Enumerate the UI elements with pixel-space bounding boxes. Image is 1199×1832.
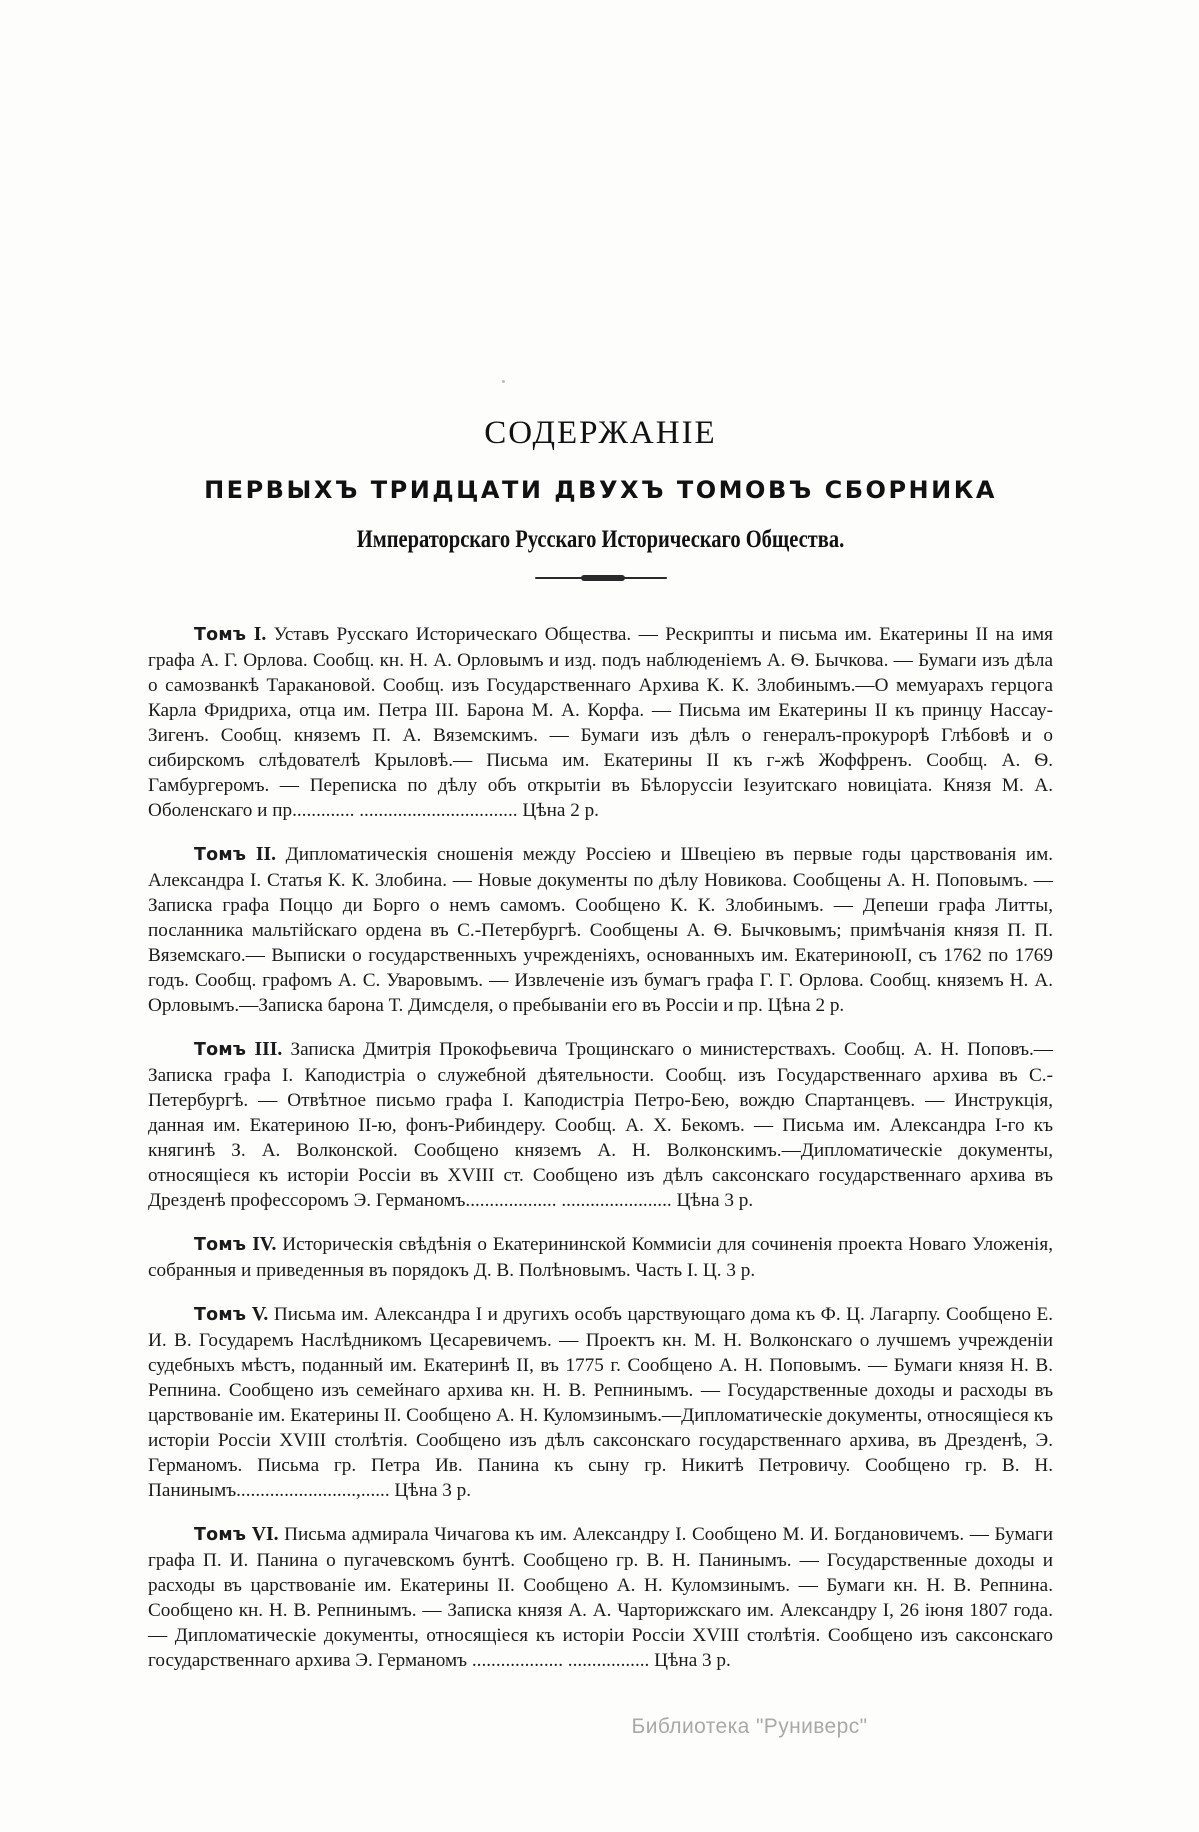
volume-label: Томъ [194,625,247,645]
volume-number: V. [251,1303,269,1325]
volume-label: Томъ [194,1040,247,1061]
table-of-contents [148,622,1053,1673]
toc-entry [148,1302,1053,1503]
volume-number: I. [253,624,267,645]
page-subtitle: ПЕРВЫХЪ ТРИДЦАТИ ДВУХЪ ТОМОВЪ СБОРНИКА [204,476,997,504]
toc-entry [148,842,1053,1018]
toc-entry-text: Письма им. Александра I и другихъ особъ царствующаго дома къ Ф. Ц. Лагарпу. Сообщено Е. И. В. Государемъ Наслѣдникомъ Цесаревичемъ. — Проектъ кн. М. Н. Волконскаго о лучшемъ учрежденіи судебныхъ мѣстъ, поданный им. Екатеринѣ II, въ 1775 г. Сообщено А. Н. Поповымъ. — Бумаги князя Н. В. Репнина. Сообщено изъ семейнаго архива кн. Н. В. Репнинымъ. — Государственные доходы и расходы въ царствованіе им. Екатерины II. Сообщено А. Н. Куломзинымъ.—Дипломатическіе документы, относящіеся къ исторіи Россіи XVIII столѣтія. Сообщено изъ дѣлъ саксонскаго государственнаго архива, въ Дрезденѣ, Э. Германомъ. Письма гр. Петра Ив. Панина къ сыну гр. Никитѣ Петровичу. Сообщено гр. В. Н. Панинымъ.........................,...... Цѣна 3 р. [148,1303,1053,1501]
toc-entry-text: Историческія свѣдѣнія о Екатерининской Коммисіи для сочиненія проекта Новаго Уложенія, собранныя и приведенныя въ порядокъ Д. В. Полѣновымъ. Часть I. Ц. 3 р. [148,1234,1054,1281]
volume-number: II. [255,844,277,866]
library-watermark [0,1715,1199,1739]
toc-entry-text: Записка Дмитрія Прокофьевича Трощинскаго о министерствахъ. Сообщ. А. Н. Поповъ.—Записка графа І. Каподистріа о служебной дѣятельности. Сообщ. изъ Государственнаго архива въ С.-Петербургѣ. — Отвѣтное письмо графа І. Каподистріа Петро-Бею, вождю Спартанцевъ. — Инструкція, данная им. Екатериною II-ю, фонъ-Рибиндеру. Сообщ. А. Х. Бекомъ. — Письма им. Александра I-го къ княгинѣ З. А. Волконской. Сообщено княземъ А. Н. Волконскимъ.—Дипломатическіе документы, относящіеся къ исторіи Россіи въ XVIII ст. Сообщено изъ дѣлъ саксонскаго государственнаго архива въ Дрезденѣ профессоромъ Э. Германомъ................... ....................... Цѣна 3 р. [148,1039,1053,1211]
toc-entry [148,1522,1053,1673]
volume-number: IV. [252,1234,277,1256]
volume-label: Томъ [194,1304,247,1325]
library-watermark-text: Библиотека "Руниверс" [631,1715,868,1738]
toc-entry [148,1037,1053,1213]
toc-entry-text: Уставъ Русскаго Историческаго Общества. — Рескрипты и письма им. Екатерины II на имя графа А. Г. Орлова. Сообщ. кн. Н. А. Орловымъ и изд. подъ наблюденіемъ А. Ѳ. Бычкова. — Бумаги изъ дѣла о самозванкѣ Таракановой. Сообщ. изъ Государственнаго Архива К. К. Злобинымъ.—О мемуарахъ герцога Карла Фридриха, отца им. Петра III. Барона М. А. Корфа. — Письма им Екатерины II къ принцу Нассау-Зигенъ. Сообщ. княземъ П. А. Вяземскимъ. — Бумаги изъ дѣлъ о генералъ-прокурорѣ Глѣбовѣ и о сибирскомъ слѣдователѣ Крыловѣ.— Письма им. Екатерины II къ г-жѣ Жоффренъ. Сообщ. А. Ѳ. Гамбургеромъ. — Переписка по дѣлу объ открытіи въ Бѣлоруссіи Іезуитскаго новиціата. Князя М. А. Оболенскаго и пр............. ................................. Цѣна 2 р. [148,624,1053,821]
society-name: Императорскаго Русскаго Историческаго Общества. [356,526,845,553]
volume-label: Томъ [194,1525,247,1546]
volume-number: VI. [251,1524,279,1546]
page-content [148,415,1053,1674]
page-title: СОДЕРЖАНІЕ [484,415,717,451]
toc-entry [148,622,1053,823]
toc-entry-text: Дипломатическія сношенія между Россіею и Швеціею въ первые годы царствованія им. Александра I. Статья К. К. Злобина. — Новые документы по дѣлу Новикова. Сообщены А. Н. Поповымъ. — Записка графа Поццо ди Борго о немъ самомъ. Сообщено К. К. Злобинымъ. — Депеши графа Литты, посланника мальтійскаго ордена въ С.-Петербургѣ. Сообщены А. Ѳ. Бычковымъ; примѣчанія князя П. П. Вяземскаго.— Выписки о государственныхъ учрежденіяхъ, основанныхъ им. ЕкатериноюII, съ 1762 по 1769 годъ. Сообщ. графомъ А. С. Уваровымъ. — Извлеченіе изъ бумагъ графа Г. Г. Орлова. Сообщ. княземъ Н. А. Орловымъ.—Записка барона Т. Димсделя, о пребываніи его въ Россіи и пр. Цѣна 2 р. [148,844,1054,1016]
volume-label: Томъ [194,845,247,866]
volume-number: III. [254,1039,283,1061]
volume-label: Томъ [194,1235,247,1256]
toc-entry [148,1232,1053,1283]
ornament-divider-icon [531,570,671,586]
toc-entry-text: Письма адмирала Чичагова къ им. Александру I. Сообщено М. И. Богдановичемъ. — Бумаги графа П. И. Панина о пугачевскомъ бунтѣ. Сообщено гр. В. Н. Панинымъ. — Государственные доходы и расходы въ царствованіе им. Екатерины II. Сообщено А. Н. Куломзинымъ. — Бумаги кн. Н. В. Репнина. Сообщено кн. Н. В. Репнинымъ. — Записка князя А. А. Чарторижскаго им. Александру I, 26 іюня 1807 года.— Дипломатическіе документы, относящіеся къ исторіи Россіи XVIII столѣтія. Сообщено изъ саксонскаго государственнаго архива Э. Германомъ ................... ................. Цѣна 3 р. [148,1524,1054,1671]
scan-speck [502,380,505,383]
